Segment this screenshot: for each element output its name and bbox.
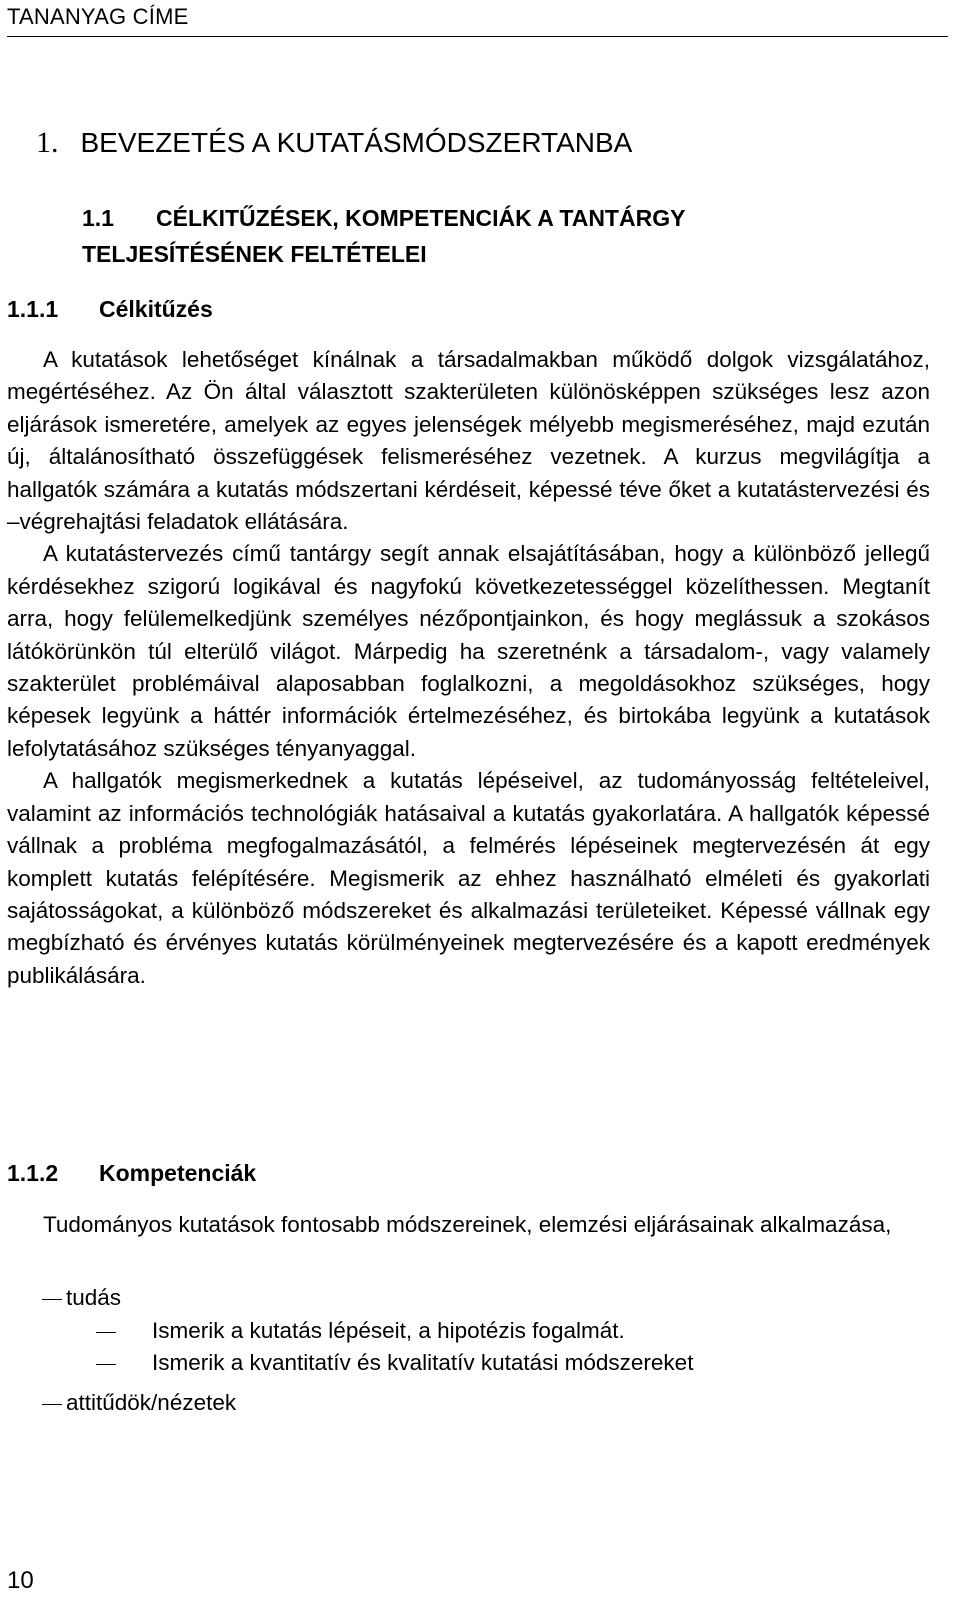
chapter-heading	[36, 126, 632, 160]
paragraph: Tudományos kutatások fontosabb módszereinek, elemzési eljárásainak alkalmazása,	[43, 1212, 892, 1237]
running-header: TANANYAG CÍME	[7, 4, 189, 29]
dash-bullet	[96, 1364, 116, 1365]
goal-body	[7, 344, 930, 992]
paragraph: A kutatástervezés című tantárgy segít annak elsajátításában, hogy a különböző jellegű kérdésekhez szigorú logikával és nagyfokú következetességgel közelíthessen. Megtanít arra, hogy felülemelkedjünk személyes nézőpontjainkon, és hogy meglássuk a szokásos látókörünkön túl elterülő világot. Márpedig ha szeretnénk a társadalom-, vagy valamely szakterület problémáival alaposabban foglalkozni, a megoldásokhoz szükséges, hogy képesek legyünk a háttér információk értelmezéséhez, és birtokába legyünk a kutatások lefolytatásához szükséges tényanyaggal.	[7, 541, 930, 761]
chapter-title: BEVEZETÉS A KUTATÁSMÓDSZERTANBA	[80, 127, 633, 158]
competencies-intro	[7, 1208, 930, 1241]
paragraph: A kutatások lehetőséget kínálnak a társadalmakban működő dolgok vizsgálatához, megértéséhez. Az Ön által választott szakterületen különösképpen szükséges lesz azon eljárások ismeretére, amelyek az egyes jelenségek mélyebb megismeréséhez, majd ezután új, általánosítható összefüggések felismeréséhez vezetnek. A kurzus megvilágítja a hallgatók számára a kutatás módszertani kérdéseit, képessé téve őket a kutatástervezési és –végrehajtási feladatok ellátására.	[7, 347, 930, 535]
list-item: tudás	[42, 1285, 121, 1311]
list-item: Ismerik a kutatás lépéseit, a hipotézis fogalmát.	[96, 1318, 625, 1344]
paragraph: A hallgatók megismerkednek a kutatás lépéseivel, az tudományosság feltételeivel, valamint az információs technológiák hatásaival a kutatás gyakorlatára. A hallgatók képessé vállnak a probléma megfogalmazásától, a felmérés lépéseinek megtervezésén át egy komplett kutatás felépítésére. Megismerik az ehhez használható elméleti és gyakorlati sajátosságokat, a különböző módszereket és alkalmazási területeiket. Képessé vállnak egy megbízható és érvényes kutatás körülményeinek megtervezésére és a kapott eredmények publikálására.	[7, 768, 930, 988]
list-item: Ismerik a kvantitatív és kvalitatív kutatási módszereket	[96, 1350, 693, 1376]
dash-bullet	[42, 1299, 62, 1300]
subsection-number: 1.1.1	[7, 296, 59, 322]
subsection-title: Kompetenciák	[99, 1160, 257, 1186]
dash-bullet	[96, 1332, 116, 1333]
section-title-line1: 1.1 CÉLKITŰZÉSEK, KOMPETENCIÁK A TANTÁRGY	[82, 200, 782, 236]
dash-bullet	[42, 1404, 62, 1405]
subsection-heading-competencies	[7, 1160, 256, 1187]
subsection-title: Célkitűzés	[99, 296, 213, 322]
section-heading	[82, 200, 782, 272]
header-divider	[7, 36, 948, 37]
chapter-number: 1.	[36, 126, 59, 159]
section-title-line2: TELJESÍTÉSÉNEK FELTÉTELEI	[82, 241, 427, 267]
page-number: 10	[7, 1567, 34, 1594]
list-item: attitűdök/nézetek	[42, 1390, 236, 1416]
section-number: 1.1	[82, 205, 114, 231]
subsection-heading-goal	[7, 296, 213, 323]
subsection-number: 1.1.2	[7, 1160, 59, 1186]
